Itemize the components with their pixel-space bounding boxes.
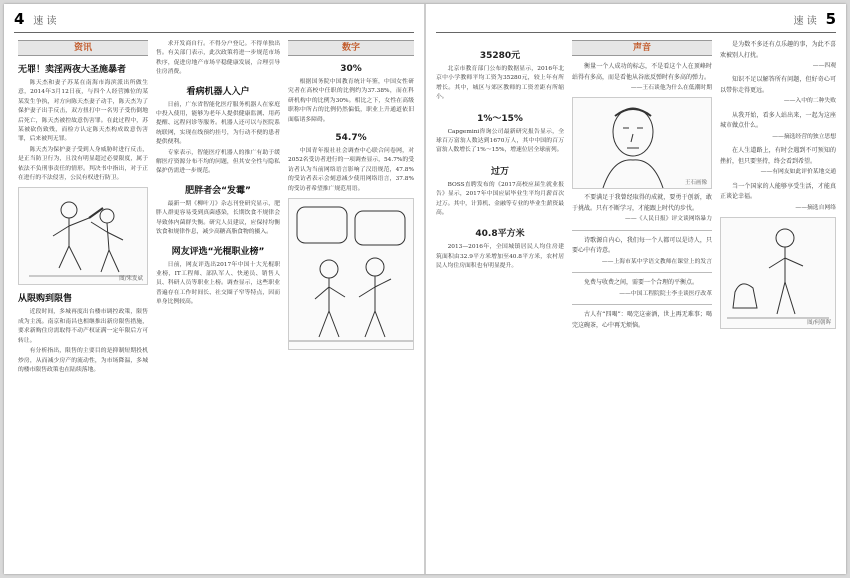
- quote-source: ——摘选经营的独立思想: [772, 133, 836, 140]
- sketch-illustration: [721, 218, 835, 328]
- quote-text: 诗歌源自内心，我们每一个人都可以是诗人，只要心中有诗意。: [572, 236, 712, 255]
- stat-figure: 40.8平方米: [475, 229, 525, 240]
- portrait-sketch: [573, 98, 711, 188]
- image-caption: 图/朱友斌: [119, 276, 143, 283]
- divider: [572, 230, 712, 231]
- quote-source: ——《人民日报》评文谈网络暴力: [625, 216, 712, 223]
- quote-text: 是为数不多还有点乐趣的事，为此不喜欢被别人打扰。: [720, 41, 836, 59]
- sketch-illustration: [289, 199, 413, 349]
- quote-text: 古人有“四喝”：喝完这壶酒，世上再无难事；喝完这碗茶，心中再无烦恼。: [572, 311, 712, 329]
- article-paragraph: 根据国务院中国教育统计年鉴，中国女性研究者在高校中任职的比例约为37.38%，而在科研机构中的比例为30%。相比之下，女性在高级职称中所占的比例仍然偏低，职业上升通道依旧面临诸多障碍。: [288, 79, 414, 123]
- article-paragraph: 2013—2016年，全国城镇居民人均住房建筑面积由32.9平方米增加至40.8平方米，农村居民人均住房面积也有明显提升。: [436, 244, 564, 270]
- voices-column-1: [572, 40, 712, 564]
- news-column-2: [156, 40, 280, 564]
- voices-column-2: [720, 40, 836, 564]
- quote-source: ——中国工程院院士李圭谈医疗改革: [619, 290, 712, 297]
- image-caption: 王石画像: [684, 180, 707, 187]
- article-paragraph: BOSS直聘发布的《2017高校应届生就业报告》显示，2017年中国应届毕业生平均月薪首次过万。其中，计算机、金融等专业的毕业生薪资最高。: [436, 181, 564, 217]
- left-page-header: [14, 10, 414, 33]
- article-paragraph: 北京市教育部门公布的数据显示，2016年北京中小学教师平均工资为35280元，较上年有所增长。其中，城区与郊区教师的工资差距有所缩小。: [436, 66, 564, 101]
- quote-text: 知识不足以解答所有问题，但好奇心可以带你走得更远。: [720, 76, 836, 94]
- running-title: 速 读: [793, 16, 817, 27]
- section-header-numbers: 数字: [288, 40, 414, 56]
- article-paragraph: 中国青年报社社会调查中心联合问卷网，对2052名受访者进行的一项调查显示，54.7%的受访者认为当前网络语言影响了汉语规范，47.8%的受访者表示会刻意减少使用网络语言，37.8%的受访者希望推广规范用语。: [288, 148, 414, 192]
- article-paragraph: 有分析指出，限售的主要目的是抑制短期投机炒房，从而减少房产的流动性，为市场降温，多城的楼市限售政策也在陆续落地。: [18, 348, 148, 373]
- quote-source: ——入中的二种失败: [783, 98, 836, 105]
- quote-source: ——摘选自网络: [795, 204, 836, 211]
- image-caption: 图/何朝晖: [807, 320, 831, 327]
- magazine-spread: [4, 4, 846, 574]
- divider: [572, 272, 712, 273]
- quote-text: 在人生道路上，有时会遇到不可预知的挫折，但只要坚持，终会看到希望。: [720, 147, 836, 165]
- quote-source: ——四观: [812, 63, 836, 69]
- page-number: 5: [825, 10, 836, 28]
- article-paragraph: 日前，广东省智能化医疗服务机器人在家庭中投入使用，能够为老年人提供健康监测、用药提醒、远程问诊等服务。机器人还可以与医院系统联网，实现在线预约挂号，为行动不便的患者提供便利。: [156, 101, 280, 146]
- article-paragraph: Capgemini咨询公司最新研究报告显示，全球百万富翁人数达到1670万人，其中中国的百万富翁人数增长了1%～15%，增速位居全球前列。: [436, 128, 564, 154]
- quote-text: 不要满足于我曾经取得的成就，要勇于创新，敢于挑战。只有不断学习，才能跟上时代的步伐。: [572, 194, 712, 212]
- quote-text: 当一个国家的人能够享受生活，才能真正谈论幸福。: [720, 182, 836, 201]
- article-title: 从限购到限售: [18, 294, 73, 305]
- divider: [572, 304, 712, 305]
- sketch-illustration: [19, 188, 147, 284]
- quote-source: ——王石谈他为什么在低潮时期: [630, 85, 712, 91]
- numbers-column-2: [436, 40, 564, 564]
- stat-figure: 过万: [490, 166, 509, 177]
- news-column-1: [18, 40, 148, 564]
- article-paragraph: 求开发商自行。不得分户登记。不得单独出售。有关部门表示，此次政策将进一步规范市场秩序，促进房地产市场平稳健康发展，合理引导住房消费。: [156, 41, 280, 76]
- stat-figure: 54.7%: [335, 133, 367, 144]
- stat-figure: 1%～15%: [477, 113, 523, 124]
- quote-source: ——有网友如此评价某地交通: [760, 169, 836, 176]
- quote-text: 衡量一个人成功的标志，不是看这个人在顶峰时站得有多高，而是看他从谷底反弹时有多高的弹力。: [572, 63, 712, 81]
- article-paragraph: 专家表示，智能医疗机器人的推广有助于缓解医疗资源分布不均的问题，但其安全性与隐私保护仍需进一步规范。: [156, 149, 280, 175]
- portrait-illustration: [572, 97, 712, 189]
- page-number: 4: [14, 10, 25, 28]
- stat-figure: 30%: [340, 64, 362, 74]
- numbers-column-1: [288, 40, 414, 564]
- article-paragraph: 陈天杰为保护妻子受到人身威胁时进行反击，是正当防卫行为，且没有明显超过必要限度，属于依法不负刑事责任的情形。判决书中指出，对于正在进行的不法侵害，公民有权进行防卫。: [18, 146, 148, 182]
- article-title: 肥胖者会“发霉”: [185, 185, 251, 196]
- section-header-voices: 声音: [572, 40, 712, 56]
- right-page-header: [436, 10, 836, 33]
- article-paragraph: 日前，网友评选出2017年中国十大光棍职业榜，IT工程师、部队军人、快递员、销售人员、科研人员等职业上榜。调查显示，这些职业普遍存在工作时间长、社交圈子窄等特点，因而单身比例较高。: [156, 261, 280, 306]
- article-title: 无罪！卖淫两夜大圣施暴者: [18, 65, 127, 75]
- article-paragraph: 近段时间，多城再度出台楼市调控政策，限售成为主流。南京和南昌也相继推出新房限售措施，要求新购住房需取得不动产权证满一定年限后方可转让。: [18, 309, 148, 344]
- illustration-cartoon: [288, 198, 414, 350]
- article-paragraph: 最新一期《柳叶刀》杂志刊登研究显示，肥胖人群更容易受到真菌感染，长期饮食不规律会导致体内菌群失衡。研究人员建议，应保持均衡饮食和规律作息，减少高糖高脂食物的摄入。: [156, 200, 280, 236]
- quote-text: 免费与收费之间，需要一个合理的平衡点。: [584, 279, 699, 287]
- article-paragraph: 陈天杰和妻子苏某在南海市海滨派出所做生意，2014年3月12日夜，与四个人经营摊位的某某发生争执，对方向陈天杰妻子动手，陈天杰为了保护妻子出手反击，双方扭打中一名男子受伤倒地后死亡，陈天杰被控故意伤害罪。在此过程中，苏某被砍伤致残，而检方认定陈天杰构成故意伤害罪，后来被判无罪。: [18, 80, 148, 143]
- article-title: 看病机器人入户: [186, 86, 250, 97]
- stat-figure: 35280元: [479, 51, 521, 61]
- spine-gutter: [424, 4, 426, 574]
- section-header-news: 资讯: [18, 40, 148, 56]
- quote-source: ——上海市某中学语文教师在课堂上的发言: [601, 258, 712, 265]
- running-title: 速 读: [33, 16, 57, 27]
- illustration-cartoon: [18, 187, 148, 285]
- quote-text: 从我开始，看多人站出来，一起为这座城市做点什么。: [720, 111, 836, 130]
- article-title: 网友评选“光棍职业榜”: [171, 246, 265, 257]
- illustration-cartoon: [720, 217, 836, 329]
